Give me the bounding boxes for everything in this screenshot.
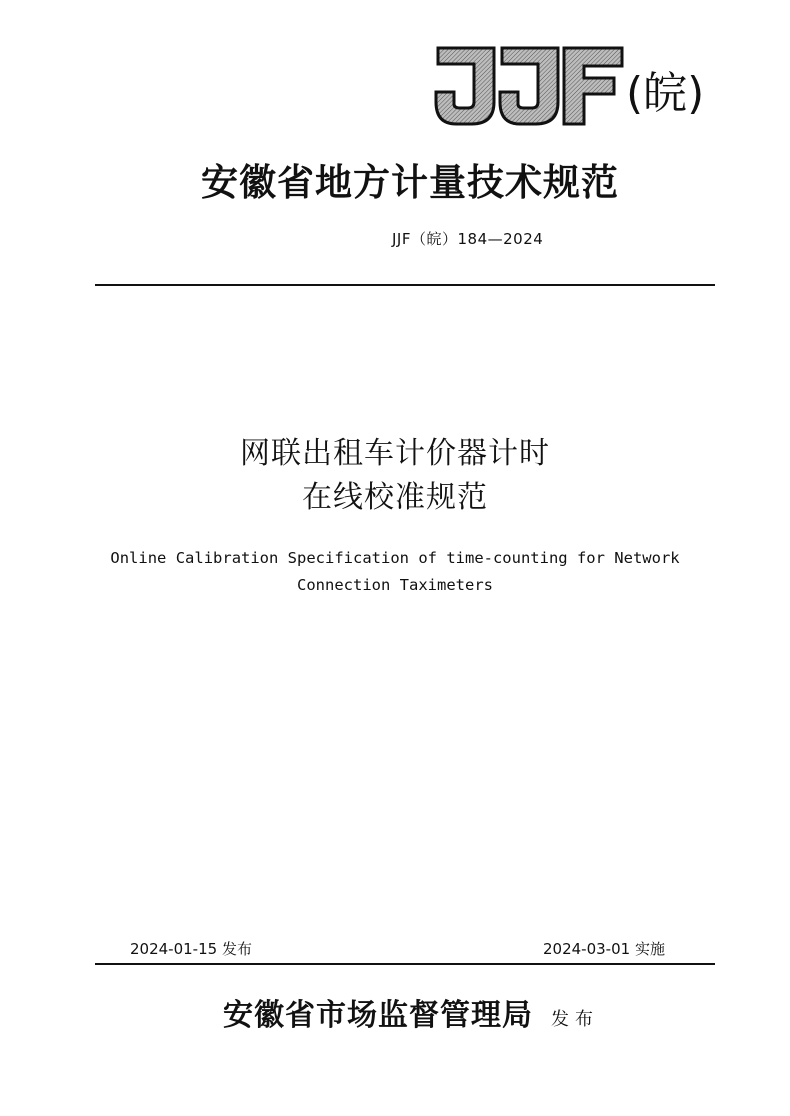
bottom-divider bbox=[95, 963, 715, 965]
logo-letter-f bbox=[564, 48, 622, 124]
publisher-name: 安徽省市场监督管理局 bbox=[223, 998, 533, 1033]
implementation-date: 2024-03-01 实施 bbox=[543, 940, 665, 958]
title-zh-line2: 在线校准规范 bbox=[302, 480, 488, 515]
logo-letter-j1 bbox=[436, 48, 494, 124]
issue-date: 2024-01-15 发布 bbox=[130, 940, 252, 958]
jjf-logo-mark bbox=[432, 44, 627, 134]
title-zh-line1: 网联出租车计价器计时 bbox=[240, 436, 550, 471]
publisher-action: 发布 bbox=[551, 1009, 599, 1030]
publisher-line bbox=[0, 990, 790, 1034]
logo-region-suffix: (皖) bbox=[626, 68, 705, 119]
jjf-logo bbox=[432, 44, 732, 134]
title-en-line2: Connection Taximeters bbox=[297, 576, 493, 594]
top-divider bbox=[95, 284, 715, 286]
standard-number: JJF（皖）184—2024 bbox=[392, 230, 544, 248]
issuer-title: 安徽省地方计量技术规范 bbox=[201, 160, 619, 204]
logo-letter-j2 bbox=[500, 48, 558, 124]
title-en-line1: Online Calibration Specification of time-counting for Network bbox=[110, 549, 680, 567]
